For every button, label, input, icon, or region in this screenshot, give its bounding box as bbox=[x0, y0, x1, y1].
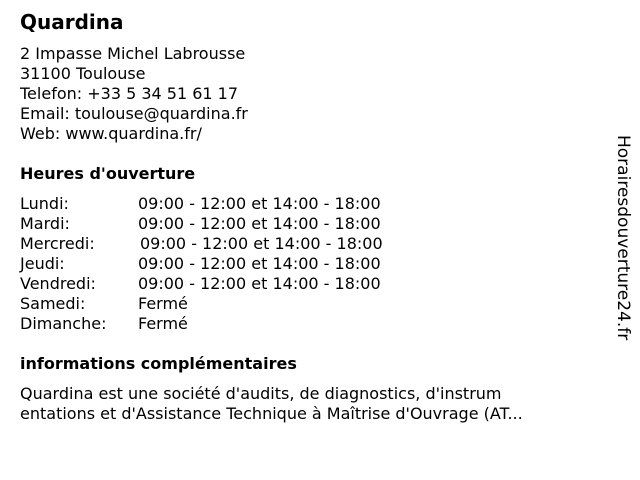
watermark-text: Horairesdouverture24.fr bbox=[613, 135, 633, 341]
day-hours: Fermé bbox=[138, 314, 188, 333]
day-hours: Fermé bbox=[138, 294, 188, 313]
additional-info-heading: informations complémentaires bbox=[20, 354, 297, 373]
site-watermark bbox=[613, 135, 633, 345]
day-hours: 09:00 - 12:00 et 14:00 - 18:00 bbox=[140, 234, 383, 253]
address-street: 2 Impasse Michel Labrousse bbox=[20, 44, 246, 63]
day-hours: 09:00 - 12:00 et 14:00 - 18:00 bbox=[138, 194, 381, 213]
day-label: Dimanche: bbox=[20, 314, 107, 333]
hours-row-tuesday bbox=[20, 214, 450, 234]
phone-number: Telefon: +33 5 34 51 61 17 bbox=[20, 84, 239, 103]
description-line: Quardina est une société d'audits, de diagnostics, d'instrum bbox=[20, 384, 502, 403]
day-label: Lundi: bbox=[20, 194, 69, 213]
hours-row-friday bbox=[20, 274, 450, 294]
day-label: Jeudi: bbox=[20, 254, 65, 273]
hours-row-saturday bbox=[20, 294, 450, 314]
hours-row-wednesday bbox=[20, 234, 450, 254]
website-url: Web: www.quardina.fr/ bbox=[20, 124, 202, 143]
business-name: Quardina bbox=[20, 10, 124, 34]
day-hours: 09:00 - 12:00 et 14:00 - 18:00 bbox=[138, 254, 381, 273]
hours-row-monday bbox=[20, 194, 450, 214]
email-address: Email: toulouse@quardina.fr bbox=[20, 104, 248, 123]
description-line: entations et d'Assistance Technique à Maîtrise d'Ouvrage (AT... bbox=[20, 404, 523, 423]
day-label: Mardi: bbox=[20, 214, 70, 233]
contact-block bbox=[20, 44, 248, 144]
day-hours: 09:00 - 12:00 et 14:00 - 18:00 bbox=[138, 214, 381, 233]
opening-hours-heading: Heures d'ouverture bbox=[20, 164, 196, 183]
day-label: Mercredi: bbox=[20, 234, 95, 253]
day-label: Samedi: bbox=[20, 294, 86, 313]
hours-row-sunday bbox=[20, 314, 450, 334]
day-hours: 09:00 - 12:00 et 14:00 - 18:00 bbox=[138, 274, 381, 293]
opening-hours-table bbox=[20, 194, 450, 334]
business-description bbox=[20, 384, 580, 424]
address-city: 31100 Toulouse bbox=[20, 64, 146, 83]
day-label: Vendredi: bbox=[20, 274, 96, 293]
hours-row-thursday bbox=[20, 254, 450, 274]
